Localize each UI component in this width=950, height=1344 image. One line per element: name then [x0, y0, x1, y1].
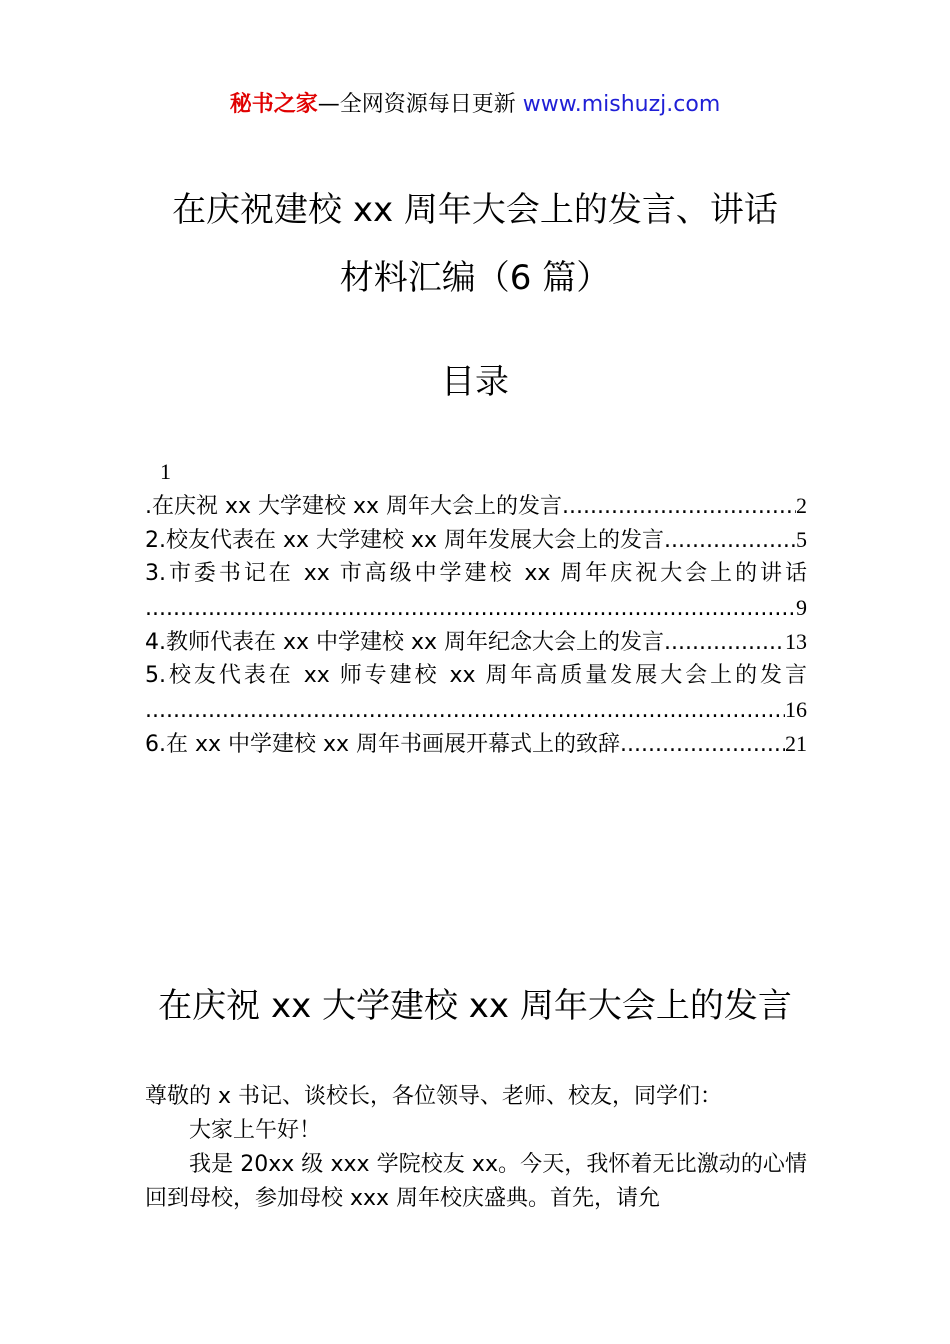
toc-entry-5-continuation[interactable]	[145, 693, 807, 727]
toc-entry-page: 21	[785, 731, 807, 756]
document-title-line-2: 材料汇编（6 篇）	[339, 258, 611, 298]
toc-entry-3-continuation[interactable]	[145, 591, 807, 625]
header-slogan: —全网资源每日更新	[317, 92, 523, 117]
toc-entry-page: 9	[796, 595, 807, 620]
toc-entry-title: 4.教师代表在 xx 中学建校 xx 周年纪念大会上的发言	[145, 630, 665, 655]
toc-entry-title: 2.校友代表在 xx 大学建校 xx 周年发展大会上的发言	[145, 528, 665, 553]
toc-leader-dots	[145, 592, 796, 626]
speech-salutation: 尊敬的 x 书记、谈校长，各位领导、老师、校友，同学们：	[145, 1084, 723, 1109]
section-title: 在庆祝 xx 大学建校 xx 周年大会上的发言	[158, 986, 792, 1026]
toc-heading: 目录	[441, 362, 509, 402]
toc-leader-dots	[562, 490, 796, 524]
toc-entry-title: .在庆祝 xx 大学建校 xx 周年大会上的发言	[145, 494, 563, 519]
toc-leader-dots	[620, 728, 785, 762]
toc-entry-5[interactable]	[145, 659, 807, 693]
site-header	[0, 88, 950, 122]
brand-name: 秘书之家	[229, 92, 318, 117]
toc-leader-dots	[145, 694, 785, 728]
toc-entry-title: 5.校友代表在 xx 师专建校 xx 周年高质量发展大会上的发言	[145, 663, 807, 688]
toc-entry-page: 13	[785, 629, 807, 654]
toc-entry-page: 5	[796, 527, 807, 552]
toc-entry-page: 16	[785, 697, 807, 722]
toc-entry-1[interactable]	[145, 489, 807, 523]
toc-entry-title: 6.在 xx 中学建校 xx 周年书画展开幕式上的致辞	[145, 732, 621, 757]
speech-intro-paragraph: 我是 20xx 级 xxx 学院校友 xx。今天，我怀着无比激动的心情回到母校，参加母校 xxx 周年校庆盛典。首先，请允	[145, 1152, 807, 1211]
document-title-line-1: 在庆祝建校 xx 周年大会上的发言、讲话	[172, 190, 778, 230]
toc-leader-dots	[664, 626, 785, 660]
toc-entry-3[interactable]	[145, 557, 807, 591]
speech-greeting: 大家上午好！	[189, 1118, 322, 1143]
toc-entry-4[interactable]	[145, 625, 807, 659]
toc-entry-2[interactable]	[145, 523, 807, 557]
toc-first-number: 1	[160, 459, 171, 484]
toc-entry-6[interactable]	[145, 727, 807, 761]
table-of-contents	[145, 455, 807, 761]
toc-entry-page: 2	[796, 493, 807, 518]
toc-leader-dots	[664, 524, 796, 558]
site-url-link[interactable]: www.mishuzj.com	[522, 92, 721, 117]
toc-entry-title: 3.市委书记在 xx 市高级中学建校 xx 周年庆祝大会上的讲话	[145, 561, 807, 586]
